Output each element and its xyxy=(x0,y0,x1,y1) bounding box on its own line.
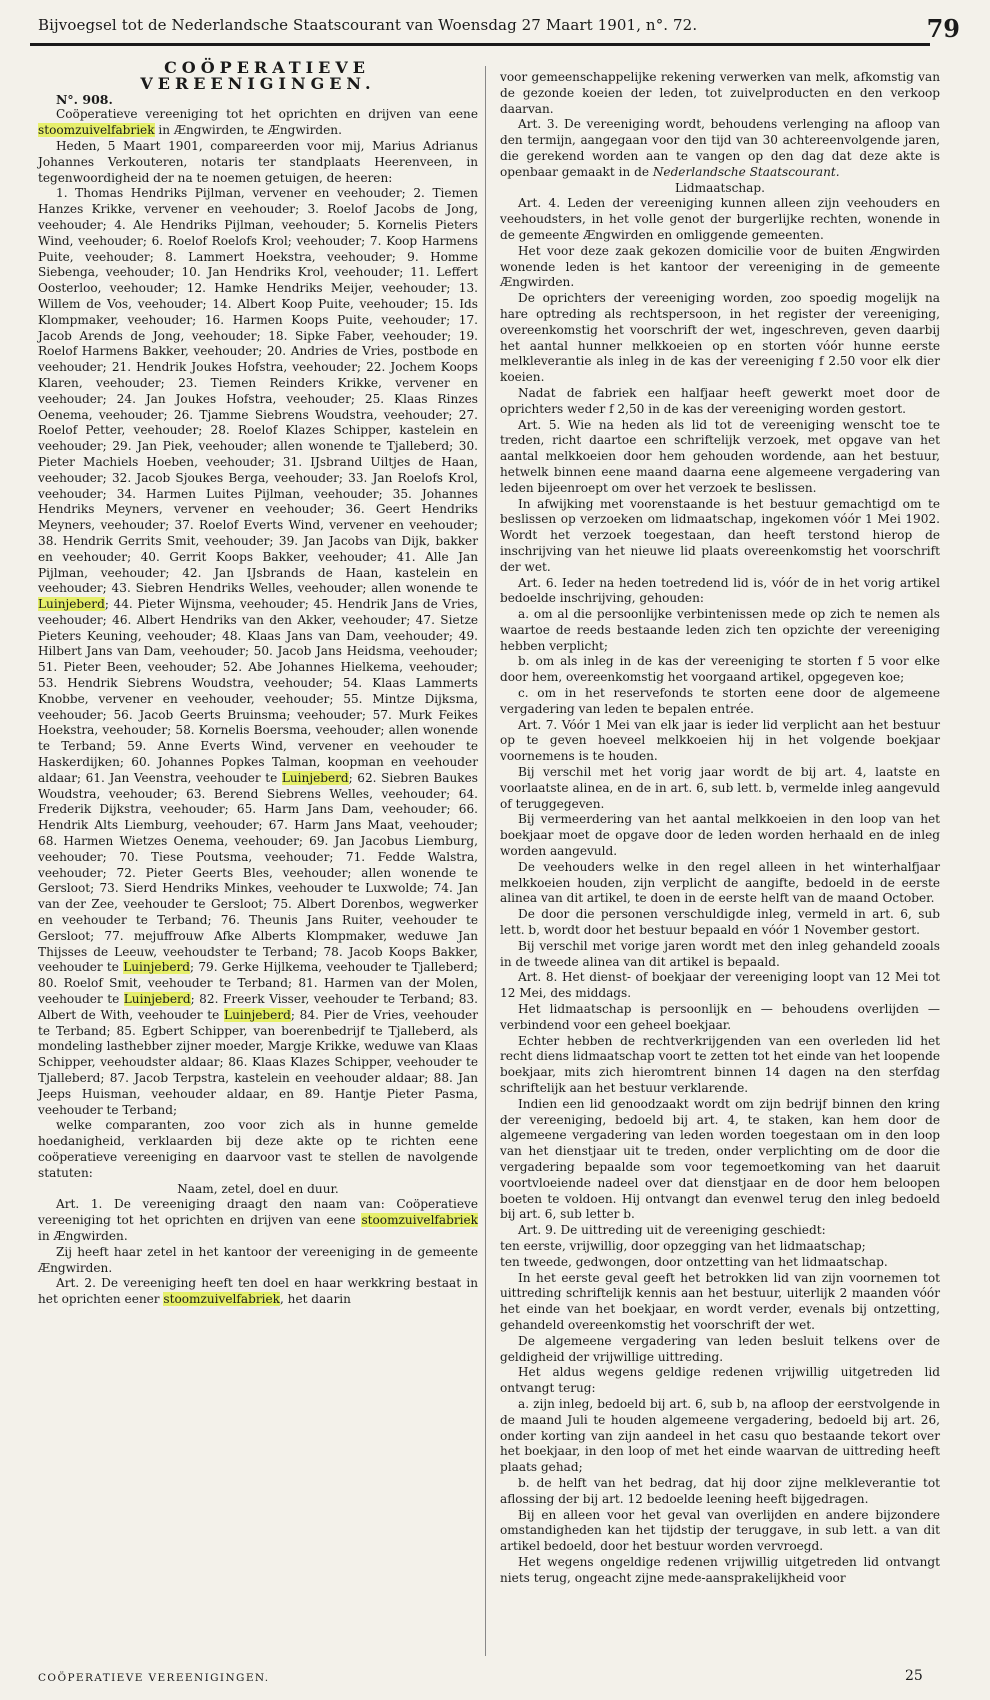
paragraph: Art. 4. Leden der vereeniging kunnen alleen zijn veehouders en veehoudsters, in het volle genot der burgerlijke rechten, wonende in de gemeente Ængwirden en omliggende gemeenten. xyxy=(500,196,940,242)
paragraph: De algemeene vergadering van leden besluit telkens over de geldigheid der vrijwillige uittreding. xyxy=(500,1333,940,1364)
paragraph: Het voor deze zaak gekozen domicilie voor de buiten Ængwirden wonende leden is het kantoor der vereeniging in de gemeente Ængwirden. xyxy=(500,243,940,290)
paragraph: De oprichters der vereeniging worden, zoo spoedig mogelijk na hare optreding als rechtspersoon, in het register der vereeniging, overeenkomstig het voorschrift der wet, ingeschreven, geven daarbij het aantal hunner melkkoeien op en storten vóór hunne eerste melkleverantie als inleg in de kas der vereeniging f 2.50 voor elk dier koeien. xyxy=(500,291,940,385)
text-run: ; 79. Gerke Hijlkema, veehouder te Tjalleberd; 80. Roelof Smit, veehouder te Terband; 81. Harmen van der Molen, veehouder te xyxy=(38,960,478,1007)
page-header xyxy=(30,10,960,46)
paragraph: Het aldus wegens geldige redenen vrijwillig uitgetreden lid ontvangt terug: xyxy=(500,1365,940,1396)
paragraph: Bij en alleen voor het geval van overlijden en andere bijzondere omstandigheden kan het tijdstip der teruggave, in sub lett. a van dit artikel bedoeld, door het bestuur worden vervroegd. xyxy=(500,1507,940,1554)
paragraph: ten tweede, gedwongen, door ontzetting van het lidmaatschap. xyxy=(500,1254,888,1269)
paragraph: b. om als inleg in de kas der vereeniging te storten f 5 voor elke door hem, overeenkomstig het voorgaand artikel, opgegeven koe; xyxy=(500,654,940,685)
paragraph: De veehouders welke in den regel alleen in het winterhalfjaar melkkoeien houden, zijn verplicht de aangifte, bedoeld in de eerste alinea van dit artikel, te doen in de eerste helft van de maand October. xyxy=(500,859,940,906)
text-run: 1. Thomas Hendriks Pijlman, vervener en veehouder; 2. Tiemen Hanzes Krikke, vervener en veehouder; 3. Roelof Jacobs de Jong, veehouder; 4. Ale Hendriks Pijlman, veehouder; 5. Kornelis Pieters Wind, veehouder; 6. Roelof Roelofs Krol; veehouder; 7. Koop Harmens Puite, veehouder; 8. Lammert Hoekstra, veehouder; 9. Homme Siebenga, veehouder; 10. Jan Hendriks Krol, veehouder; 11. Leffert Oosterloo, veehouder; 12. Hamke Hendriks Meijer, veehouder; 13. Willem de Vos, veehouder; 14. Albert Koop Puite, veehouder; 15. Ids Klompmaker, veehouder; 16. Harmen Koops Puite, veehouder; 17. Jacob Arends de Jong, veehouder; 18. Sipke Faber, veehouder; 19. Roelof Harmens Bakker, veehouder; 20. Andries de Vries, postbode en veehouder; 21. Hendrik Joukes Hofstra, veehouder; 22. Jochem Koops Klaren, veehouder; 23. Tiemen Reinders Krikke, vervener en veehouder; 24. Jan Joukes Hofstra, veehouder; 25. Klaas Rinzes Oenema, veehouder; 26. Tjamme Siebrens Woudstra, veehouder; 27. Roelof Petter, veehouder; 28. Roelof Klazes Schipper, kastelein en veehouder; 29. Jan Piek, veehouder; allen wonende te Tjalleberd; 30. Pieter Machiels Hoeben, veehouder; 31. IJsbrand Uiltjes de Haan, veehouder; 32. Jacob Sjoukes Berga, veehouder; 33. Jan Roelofs Krol, veehouder; 34. Harmen Luites Pijlman, veehouder; 35. Johannes Hendriks Meyners, vervener en veehouder; 36. Geert Hendriks Meyners, veehouder; 37. Roelof Everts Wind, vervener en veehouder; 38. Hendrik Gerrits Smit, veehouder; 39. Jan Jacobs van Dijk, bakker en veehouder; 40. Gerrit Koops Bakker, veehouder; 41. Alle Jan Pijlman, veehouder; 42. Jan IJsbrands de Haan, kastelein en veehouder; 43. Siebren Hendriks Welles, veehouder; allen wonende te xyxy=(38,186,478,596)
comparants-list xyxy=(38,186,478,1118)
footer-title: COÖPERATIEVE VEREENIGINGEN. xyxy=(38,1672,270,1684)
paragraph: voor gemeenschappelijke rekening verwerken van melk, afkomstig van de gezonde koeien der leden, tot zuivelproducten en den verkoop daarvan. xyxy=(500,70,940,116)
paragraph: In afwijking met voorenstaande is het bestuur gemachtigd om te beslissen op verzoeken om lidmaatschap, ingekomen vóór 1 Mei 1902. Wordt het verzoek toegestaan, dan heeft terstond hierop de inschrijving van het nieuwe lid plaats overeenkomstig het voorschrift der wet. xyxy=(500,496,940,574)
text-run: Art. 1. De vereeniging draagt den naam van: Coöperatieve vereeniging tot het oprichten en drijven van eene xyxy=(38,1197,478,1228)
deed-title-text: in Ængwirden, te Ængwirden. xyxy=(154,123,342,138)
text-run: ; 62. Siebren Baukes Woudstra, veehouder; 63. Berend Siebrens Welles, veehouder; 64. Frederik Dijkstra, veehouder; 65. Harm Jans Dam, veehouder; 66. Hendrik Alts Liemburg, veehouder; 67. Harm Jans Maat, veehouder; 68. Harmen Wietzes Oenema, veehouder; 69. Jan Jacobus Liemburg, veehouder; 70. Tiese Poutsma, veehouder; 71. Fedde Walstra, veehouder; 72. Pieter Geerts Bles, veehouder; allen wonende te Gersloot; 73. Sierd Hendriks Minkes, veehouder te Luxwolde; 74. Jan van der Zee, veehouder te Gersloot; 75. Albert Dorenbos, wegwerker en veehouder te Terband; 76. Theunis Jans Ruiter, veehouder te Gersloot; 77. mejuffrouw Afke Alberts Klompmaker, weduwe Jan Thijsses de Leeuw, veehoudster te Terband; 78. Jacob Koops Bakker, veehouder te xyxy=(38,770,478,975)
paragraph: Art. 8. Het dienst- of boekjaar der vereeniging loopt van 12 Mei tot 12 Mei, des middags. xyxy=(500,970,940,1001)
right-column xyxy=(500,70,940,1587)
section-title: COÖPERATIEVE VEREENIGINGEN. xyxy=(140,58,376,93)
highlight: Luinjeberd xyxy=(224,1007,291,1022)
text-run: ; 82. Freerk Visser, veehouder te Terband; 83. Albert de With, veehouder te xyxy=(38,992,478,1022)
highlight: Luinjeberd xyxy=(123,992,191,1007)
header-text: Bijvoegsel tot de Nederlandsche Staatscourant van Woensdag 27 Maart 1901, n°. 72. xyxy=(38,16,698,34)
page-number: 79 xyxy=(926,14,960,43)
paragraph: c. om in het reservefonds te storten eene door de algemeene vergadering van leden te bepalen entrée. xyxy=(500,686,940,716)
section-heading: Lidmaatschap. xyxy=(675,180,765,195)
paragraph: Art. 9. De uittreding uit de vereeniging geschiedt: xyxy=(518,1223,826,1238)
paragraph: a. zijn inleg, bedoeld bij art. 6, sub b, na afloop der eerstvolgende in de maand Juli te houden algemeene vergadering, bedoeld bij art. 26, onder korting van zijn aandeel in het casu quo bestaande tekort over het boekjaar, in den loop of met het einde waarvan de uittreding heeft plaats gehad; xyxy=(500,1396,940,1475)
column-divider xyxy=(485,66,486,1656)
paragraph: Art. 6. Ieder na heden toetredend lid is, vóór de in het vorig artikel bedoelde inschrijving, gehouden: xyxy=(500,575,940,606)
highlight: stoomzuivelfabriek xyxy=(38,123,155,138)
deed-title-text: Coöperatieve vereeniging tot het oprichten en drijven van eene xyxy=(56,107,478,122)
text-run: Art. 3. De vereeniging wordt, behoudens verlenging na afloop van den termijn, aangegaan voor den tijd van 30 achtereenvolgende jaren, die gerekend worden aan te vangen op den dag dat deze akte is openbaar gemaakt in de xyxy=(500,117,940,179)
article-2 xyxy=(38,1276,478,1308)
paragraph: Indien een lid genoodzaakt wordt om zijn bedrijf binnen den kring der vereeniging, bedoeld bij art. 4, te staken, kan hem door de algemeene vergadering van leden worden toegestaan om in den loop van het dienstjaar uit te treden, onder verplichting om de door die vergadering bepaalde som voor tegemoetkoming van het daaruit voortvloeiende nadeel over dat dienstjaar en de door hem beloopen boeten te voldoen. Hij ontvangt dan evenwel terug den inleg bedoeld bij art. 6, sub letter b. xyxy=(500,1096,940,1222)
paragraph: b. de helft van het bedrag, dat hij door zijne melkleverantie tot aflossing der bij art. 12 bedoelde leening heeft bijgedragen. xyxy=(500,1475,940,1506)
highlight: stoomzuivelfabriek xyxy=(163,1292,280,1307)
paragraph: Echter hebben de rechtverkrijgenden van een overleden lid het recht diens lidmaatschap voort te zetten tot het einde van het loopende boekjaar, mits zich hieromtrent binnen 14 dagen na den sterfdag schriftelijk aan het bestuur verklarende. xyxy=(500,1033,940,1095)
text-run: Art. 2. De vereeniging heeft ten doel en haar werkkring bestaat in het oprichten eener xyxy=(38,1276,478,1307)
highlight: Luinjeberd xyxy=(281,770,349,785)
paragraph: In het eerste geval geeft het betrokken lid van zijn voornemen tot uittreding schriftelijk kennis aan het bestuur, uiterlijk 2 maanden vóór het einde van het boekjaar, en wordt verder, evenals bij ontzetting, gehandeld overeenkomstig het voorschrift der wet. xyxy=(500,1270,940,1332)
deed-title xyxy=(38,107,478,139)
paragraph: a. om al die persoonlijke verbintenissen mede op zich te nemen als waartoe de reeds bestaande leden zich ten opzichte der vereeniging hebben verplicht; xyxy=(500,607,940,653)
header-rule xyxy=(30,43,930,46)
notice-number: N°. 908. xyxy=(56,91,113,107)
text-run: ; 84. Pier de Vries, veehouder te Terband; 85. Egbert Schipper, van boerenbedrijf te Tjalleberd, als mondeling lasthebber zijner moeder, Margje Krikke, weduwe van Klaas Schipper, veehoudster aldaar; 86. Klaas Klazes Schipper, veehouder te Tjalleberd; 87. Jacob Terpstra, kastelein en veehouder aldaar; 88. Jan Jeeps Huisman, veehouder aldaar, en 89. Hantje Pieter Pasma, veehouder te Terband; xyxy=(38,1007,478,1117)
paragraph: De door die personen verschuldigde inleg, vermeld in art. 6, sub lett. b, wordt door het bestuur bepaald en vóór 1 November gestort. xyxy=(500,907,940,938)
paragraph: Heden, 5 Maart 1901, compareerden voor mij, Marius Adrianus Johannes Verkouteren, notaris ter standplaats Heerenveen, in tegenwoordigheid der na te noemen getuigen, de heeren: xyxy=(38,138,478,185)
text-run: in Ængwirden. xyxy=(38,1228,128,1243)
paragraph: Het wegens ongeldige redenen vrijwillig uitgetreden lid ontvangt niets terug, ongeacht zijne mede-aansprakelijkheid voor xyxy=(500,1554,940,1585)
text-run: ; 44. Pieter Wijnsma, veehouder; 45. Hendrik Jans de Vries, veehouder; 46. Albert Hendriks van den Akker, veehouder; 47. Sietze Pieters Keuning, veehouder; 48. Klaas Jans van Dam, veehouder; 49. Hilbert Jans van Dam, veehouder; 50. Jacob Jans Heidsma, veehouder; 51. Pieter Been, veehouder; 52. Abe Johannes Hielkema, veehouder; 53. Hendrik Siebrens Woudstra, veehouder; 54. Klaas Lammerts Knobbe, vervener en veehouder, veehouder; 55. Mintze Dijksma, veehouder; 56. Jacob Geerts Bruinsma; veehouder; 57. Murk Feikes Hoekstra, veehouder; 58. Kornelis Boersma, veehouder; allen wonende te Terband; 59. Anne Everts Wind, vervener en veehouder te Haskerdijken; 60. Johannes Popkes Talman, koopman en veehouder aldaar; 61. Jan Veenstra, veehouder te xyxy=(38,597,478,785)
article-3 xyxy=(500,117,940,180)
paragraph: Het lidmaatschap is persoonlijk en — behoudens overlijden — verbindend voor een geheel boekjaar. xyxy=(500,1002,940,1032)
paragraph: Bij verschil met vorige jaren wordt met den inleg gehandeld zooals in de tweede alinea van dit artikel is bepaald. xyxy=(500,938,940,969)
highlight: Luinjeberd xyxy=(123,960,190,975)
footer-page-number: 25 xyxy=(905,1668,923,1684)
paragraph: ten eerste, vrijwillig, door opzegging van het lidmaatschap; xyxy=(500,1238,866,1253)
paragraph: Zij heeft haar zetel in het kantoor der vereeniging in de gemeente Ængwirden. xyxy=(38,1244,478,1275)
paragraph: Nadat de fabriek een halfjaar heeft gewerkt moet door de oprichters weder f 2,50 in de kas der vereeniging worden gestort. xyxy=(500,385,940,416)
article-1 xyxy=(38,1197,478,1244)
paragraph: Bij verschil met het vorig jaar wordt de bij art. 4, laatste en voorlaatste alinea, en de in art. 6, sub lett. b, vermelde inleg aangevuld of teruggegeven. xyxy=(500,765,940,811)
paragraph: Art. 5. Wie na heden als lid tot de vereeniging wenscht toe te treden, richt daartoe een schriftelijk verzoek, met opgave van het aantal melkkoeien door hem gehouden wordende, aan het bestuur, hetwelk binnen eene maand daarna eene algemeene vergadering van leden bijeenroept om over het verzoek te beslissen. xyxy=(500,417,940,495)
left-column xyxy=(38,60,478,1308)
paragraph: welke comparanten, zoo voor zich als in hunne gemelde hoedanigheid, verklaarden bij deze akte op te richten eene coöperatieve vereeniging en daarvoor vast te stellen de navolgende statuten: xyxy=(38,1118,478,1180)
section-heading: Naam, zetel, doel en duur. xyxy=(177,1181,339,1196)
highlight: Luinjeberd xyxy=(38,597,105,612)
paragraph: Art. 7. Vóór 1 Mei van elk jaar is ieder lid verplicht aan het bestuur op te geven hoeveel melkkoeien hij in het volgende boekjaar voornemens is te houden. xyxy=(500,717,940,764)
paragraph: Bij vermeerdering van het aantal melkkoeien in den loop van het boekjaar moet de opgave door de leden worden herhaald en de inleg worden aangevuld. xyxy=(500,812,940,859)
italic-text: Nederlandsche Staatscourant. xyxy=(652,164,840,179)
highlight: stoomzuivelfabriek xyxy=(361,1213,478,1228)
text-run: , het daarin xyxy=(279,1292,351,1307)
